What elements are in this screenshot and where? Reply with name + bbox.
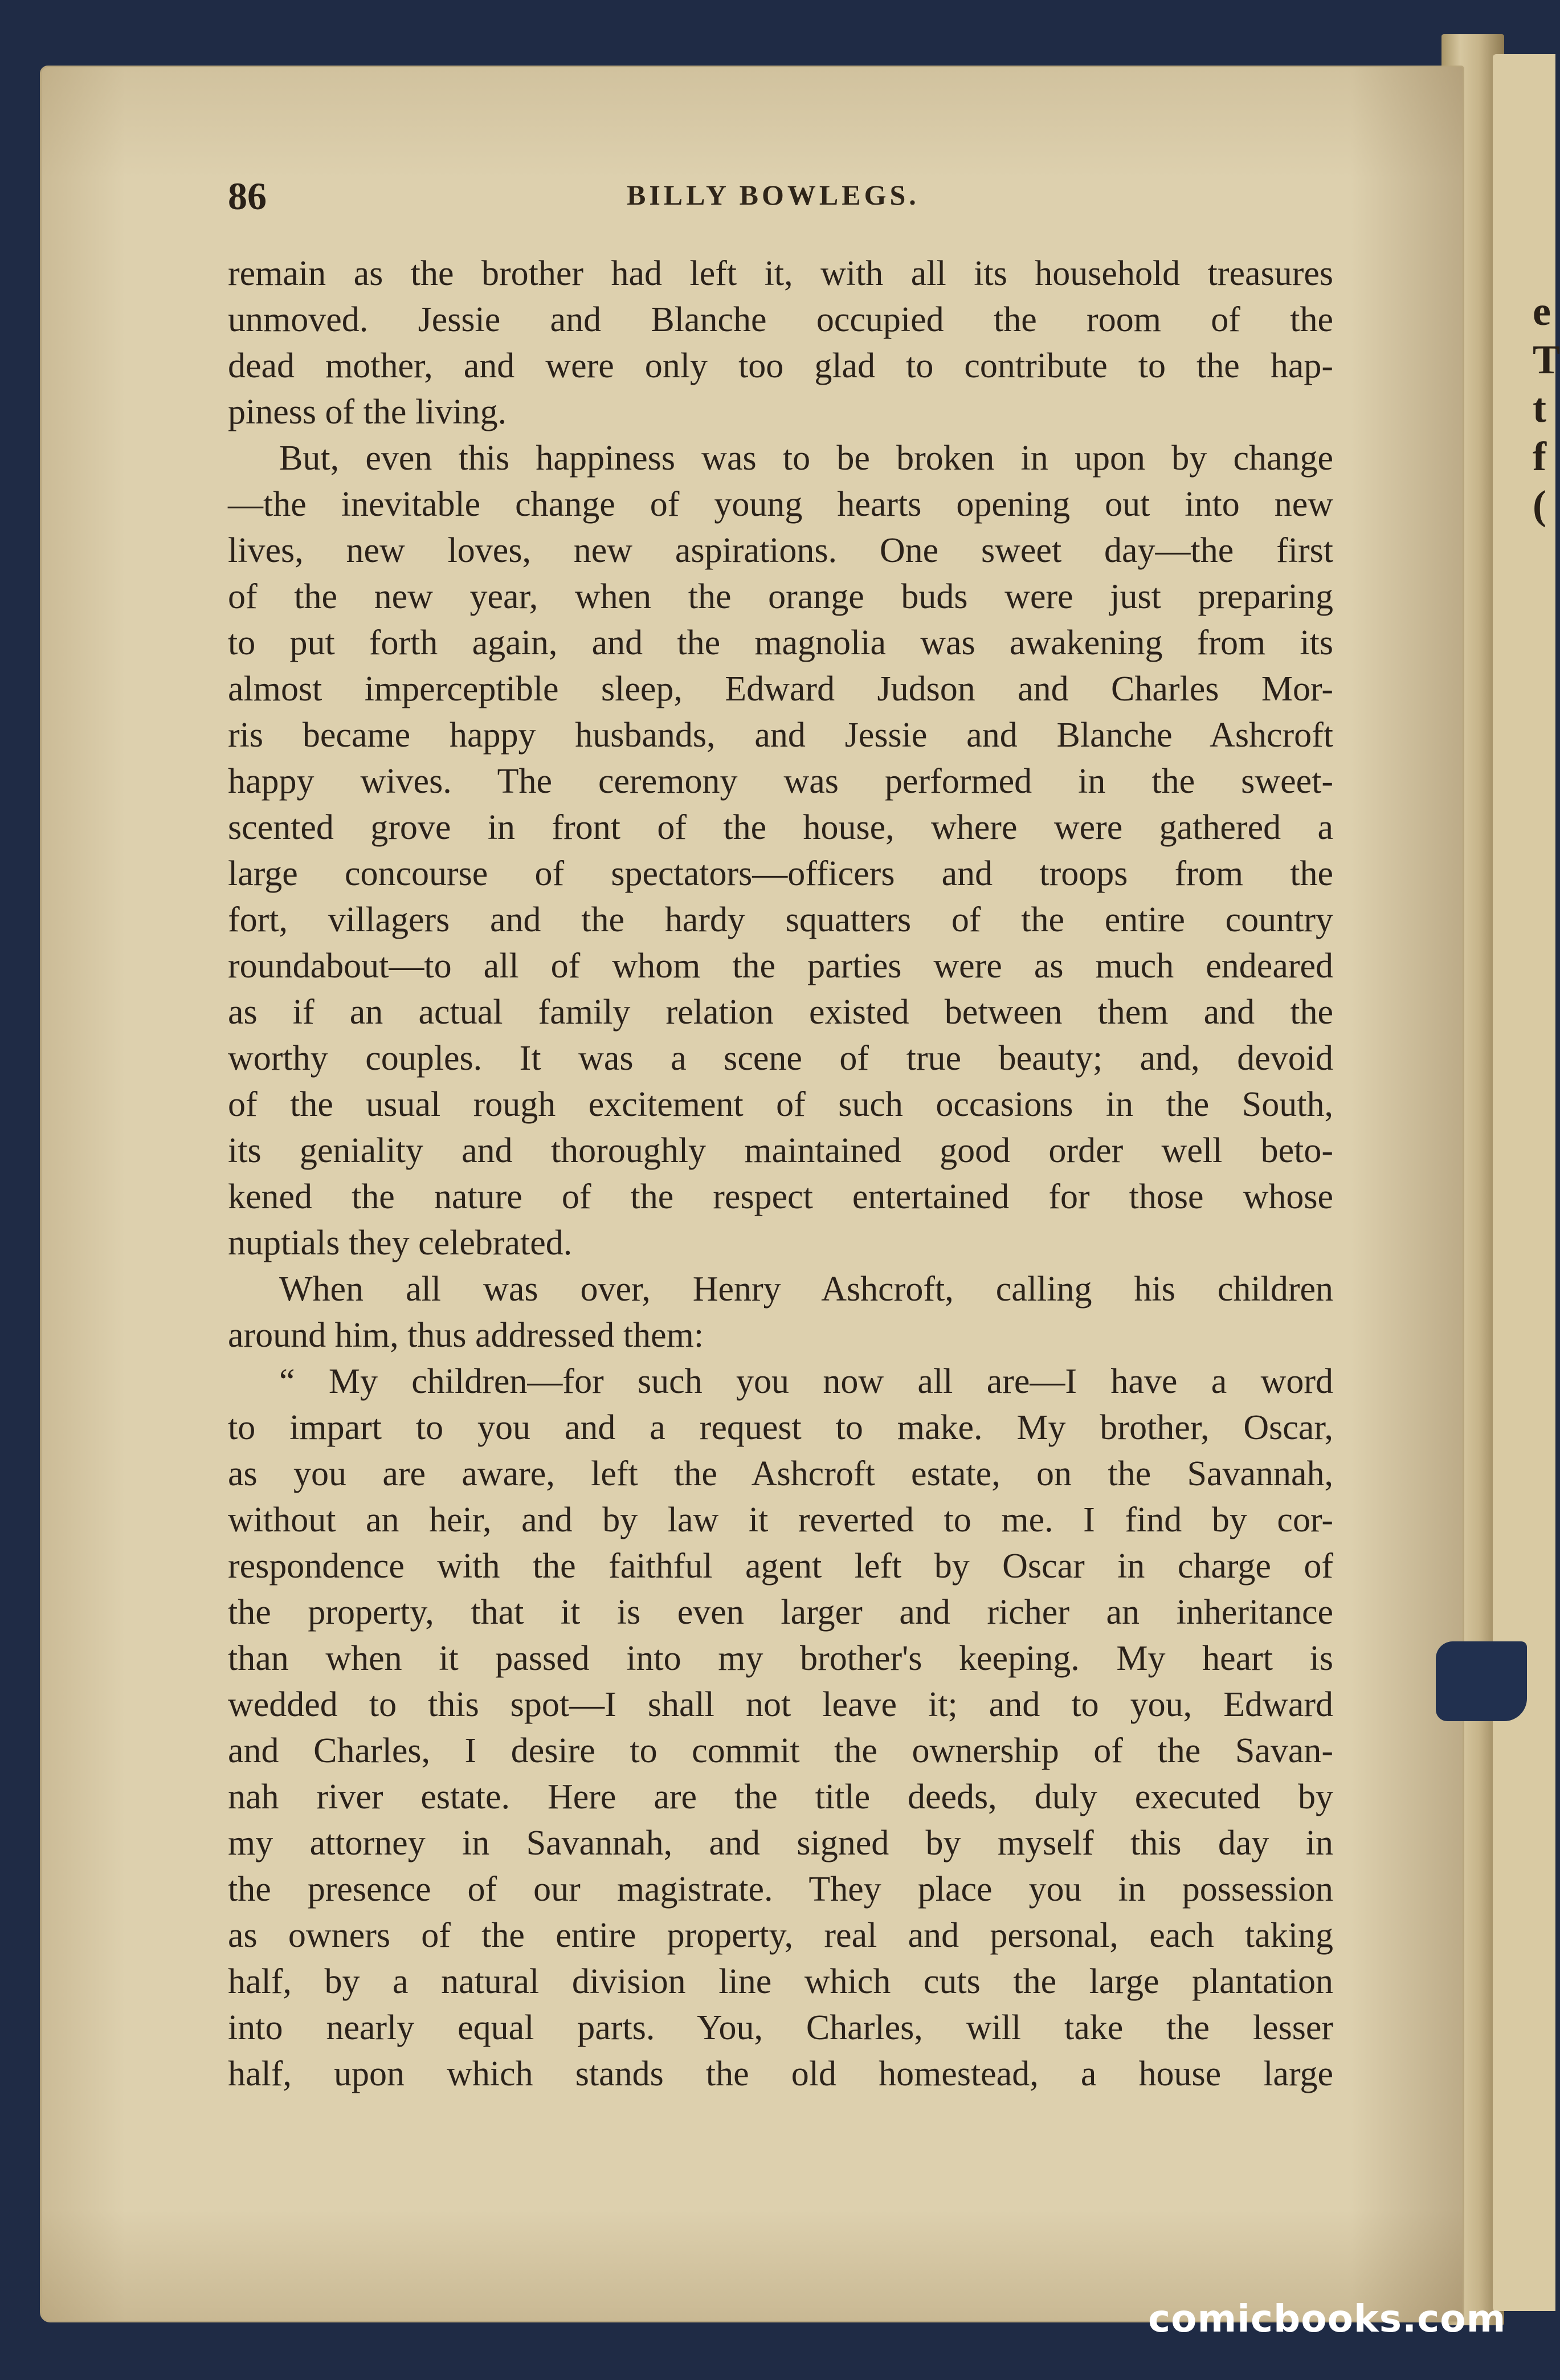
text-line: of the new year, when the orange buds were just preparing — [228, 577, 1333, 616]
text-line: to impart to you and a request to make. My brother, Oscar, — [228, 1408, 1333, 1447]
text-line: lives, new loves, new aspirations. One sweet day—the first — [228, 531, 1333, 570]
text-line: roundabout—to all of whom the parties were as much endeared — [228, 947, 1333, 985]
text-line: half, upon which stands the old homestead, a house large — [228, 2055, 1333, 2093]
text-line: When all was over, Henry Ashcroft, calling his children — [279, 1270, 1333, 1309]
text-line: But, even this happiness was to be broken in upon by change — [279, 439, 1333, 478]
text-line: nah river estate. Here are the title deeds, duly executed by — [228, 1778, 1333, 1816]
text-line: almost imperceptible sleep, Edward Judson and Charles Mor- — [228, 670, 1333, 708]
text-line: without an heir, and by law it reverted to me. I find by cor- — [228, 1501, 1333, 1539]
watermark: comicbooks.com — [1148, 2297, 1506, 2341]
text-line: the presence of our magistrate. They place you in possession — [228, 1870, 1333, 1909]
text-line: as you are aware, left the Ashcroft estate, on the Savannah, — [228, 1454, 1333, 1493]
text-line: to put forth again, and the magnolia was awakening from its — [228, 623, 1333, 662]
page-tear — [1436, 1641, 1527, 1721]
text-line: around him, thus addressed them: — [228, 1316, 704, 1355]
text-line: large concourse of spectators—officers and troops from the — [228, 854, 1333, 893]
text-line: unmoved. Jessie and Blanche occupied the room of the — [228, 300, 1333, 339]
adjacent-page-fragment: T — [1533, 337, 1560, 382]
text-line: happy wives. The ceremony was performed in the sweet- — [228, 762, 1333, 801]
text-line: my attorney in Savannah, and signed by myself this day in — [228, 1824, 1333, 1863]
text-line: respondence with the faithful agent left by Oscar in charge of — [228, 1547, 1333, 1586]
text-line: dead mother, and were only too glad to contribute to the hap- — [228, 347, 1333, 385]
text-line: scented grove in front of the house, where were gathered a — [228, 808, 1333, 847]
adjacent-page — [1493, 54, 1560, 2311]
text-line: as if an actual family relation existed between them and the — [228, 993, 1333, 1032]
text-line: “ My children—for such you now all are—I have a word — [279, 1362, 1333, 1401]
adjacent-page-fragment: f — [1533, 434, 1546, 479]
text-line: —the inevitable change of young hearts opening out into new — [228, 485, 1333, 524]
page-number: 86 — [228, 174, 267, 218]
text-line: kened the nature of the respect entertained for those whose — [228, 1177, 1333, 1216]
text-line: remain as the brother had left it, with all its household treasures — [228, 254, 1333, 293]
text-line: nuptials they celebrated. — [228, 1224, 573, 1262]
text-line: than when it passed into my brother's keeping. My heart is — [228, 1639, 1333, 1678]
text-line: its geniality and thoroughly maintained good order well beto- — [228, 1131, 1333, 1170]
text-line: ris became happy husbands, and Jessie and Blanche Ashcroft — [228, 716, 1333, 755]
adjacent-page-fragment: t — [1533, 385, 1546, 431]
text-line: into nearly equal parts. You, Charles, will take the lesser — [228, 2008, 1333, 2047]
text-line: and Charles, I desire to commit the ownership of the Savan- — [228, 1731, 1333, 1770]
text-line: as owners of the entire property, real and personal, each taking — [228, 1916, 1333, 1955]
text-line: worthy couples. It was a scene of true beauty; and, devoid — [228, 1039, 1333, 1078]
text-line: piness of the living. — [228, 393, 507, 431]
text-line: of the usual rough excitement of such occasions in the South, — [228, 1085, 1333, 1124]
adjacent-page-fragment: ( — [1533, 482, 1546, 528]
text-line: fort, villagers and the hardy squatters of the entire country — [228, 900, 1333, 939]
text-line: half, by a natural division line which cuts the large plantation — [228, 1962, 1333, 2001]
text-line: the property, that it is even larger and richer an inheritance — [228, 1593, 1333, 1632]
running-title: BILLY BOWLEGS. — [627, 179, 920, 211]
running-head — [228, 174, 1310, 225]
text-line: wedded to this spot—I shall not leave it; and to you, Edward — [228, 1685, 1333, 1724]
body-text — [228, 251, 1333, 2132]
adjacent-page-fragment: e — [1533, 288, 1551, 334]
